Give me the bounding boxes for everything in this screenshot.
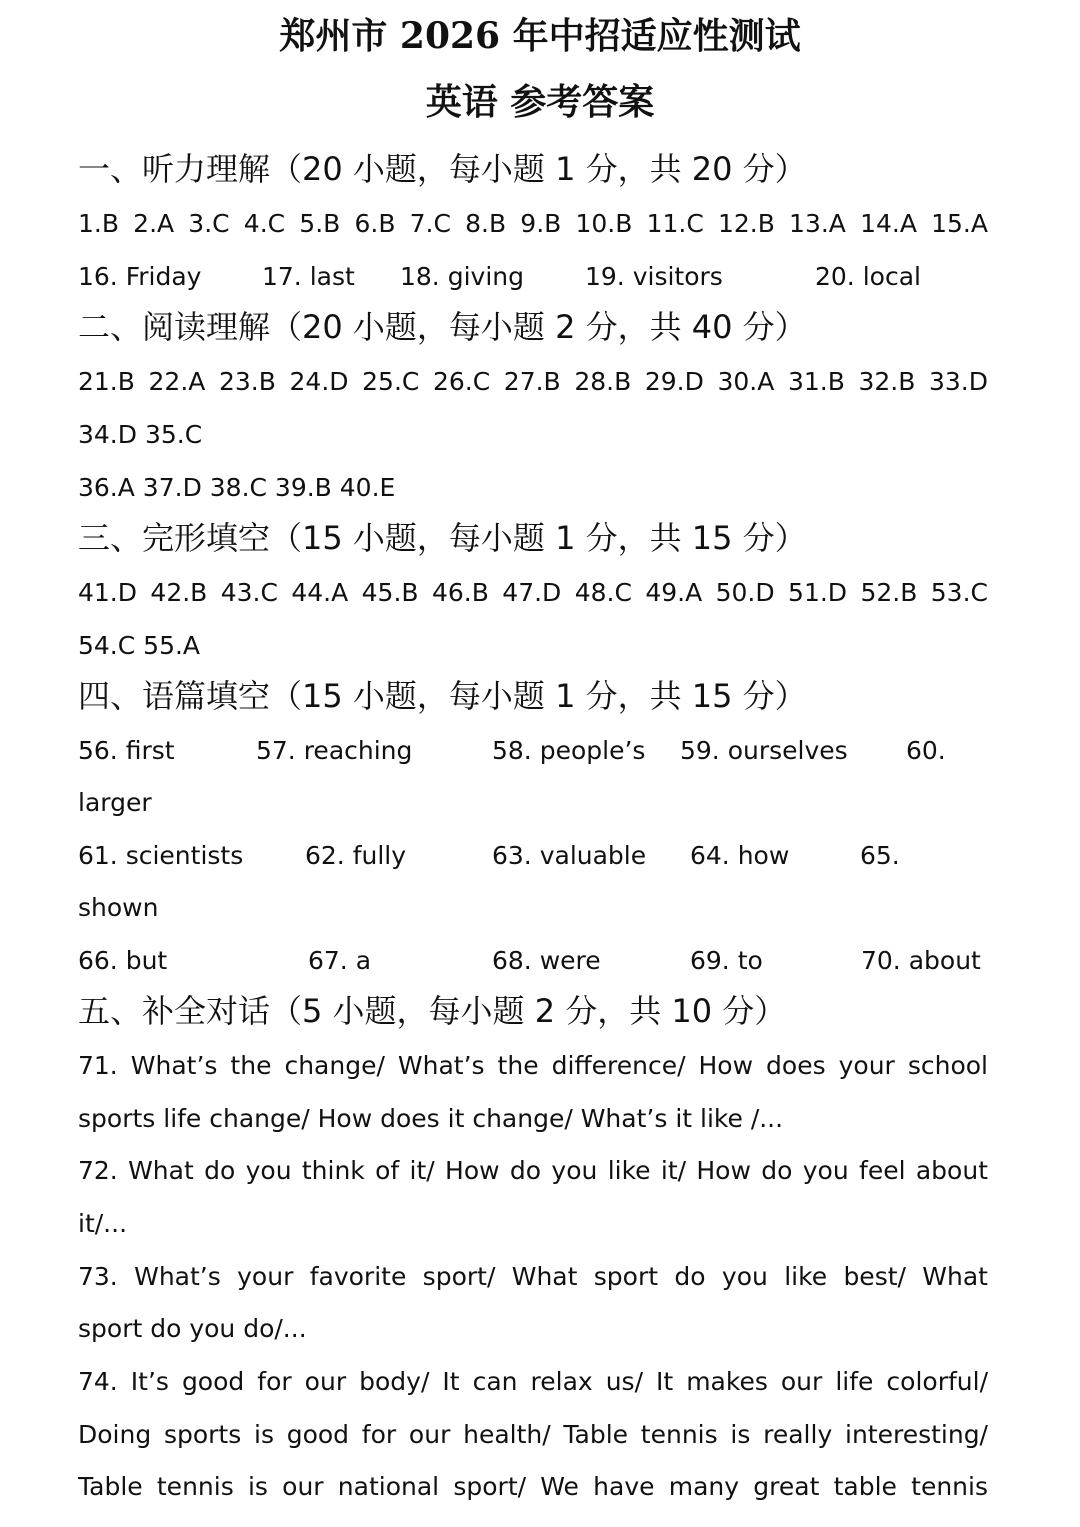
answer-72-line: 72. What do you think of it/ How do you like it/ How do you feel about [78, 1156, 988, 1185]
answer-63: 63. valuable [492, 841, 647, 870]
answer-57: 57. reaching [256, 736, 413, 765]
answer-60: 60. [906, 736, 946, 765]
answer-62: 62. fully [305, 841, 407, 870]
answer-71-line: sports life change/ How does it change/ What’s it like /... [78, 1104, 784, 1133]
answer-67: 67. a [308, 946, 372, 975]
answer-74-line: Table tennis is our national sport/ We have many great table tennis [78, 1472, 988, 1501]
answer-65: 65. [860, 841, 900, 870]
section-heading-dialogue: 五、补全对话（5 小题，每小题 2 分，共 10 分） [78, 992, 787, 1030]
answer-61: 61. scientists [78, 841, 244, 870]
answer-20: 20. local [815, 262, 921, 291]
answer-58: 58. people’s [492, 736, 646, 765]
answer-line: 36.A 37.D 38.C 39.B 40.E [78, 473, 396, 502]
answer-73-line: sport do you do/... [78, 1314, 307, 1343]
answer-line: 1.B 2.A 3.C 4.C 5.B 6.B 7.C 8.B 9.B 10.B 11.C 12.B 13.A 14.A 15.A [78, 209, 988, 238]
answer-65-wrap: shown [78, 893, 159, 922]
answer-17: 17. last [262, 262, 355, 291]
answer-73-line: 73. What’s your favorite sport/ What sport do you like best/ What [78, 1262, 988, 1291]
answer-60-wrap: larger [78, 788, 152, 817]
answer-64: 64. how [690, 841, 790, 870]
answer-19: 19. visitors [585, 262, 723, 291]
answer-74-line: Doing sports is good for our health/ Table tennis is really interesting/ [78, 1420, 988, 1449]
answer-line: 41.D 42.B 43.C 44.A 45.B 46.B 47.D 48.C 49.A 50.D 51.D 52.B 53.C [78, 578, 988, 607]
page-subtitle: 英语 参考答案 [425, 81, 655, 123]
answer-16: 16. Friday [78, 262, 202, 291]
answer-66: 66. but [78, 946, 168, 975]
section-heading-reading: 二、阅读理解（20 小题，每小题 2 分，共 40 分） [78, 308, 807, 346]
answer-74-line: 74. It’s good for our body/ It can relax us/ It makes our life colorful/ [78, 1367, 988, 1396]
answer-line: 34.D 35.C [78, 420, 203, 449]
answer-18: 18. giving [400, 262, 524, 291]
answer-line: 21.B 22.A 23.B 24.D 25.C 26.C 27.B 28.B 29.D 30.A 31.B 32.B 33.D [78, 367, 988, 396]
answer-71-line: 71. What’s the change/ What’s the difference/ How does your school [78, 1051, 988, 1080]
answer-68: 68. were [492, 946, 601, 975]
answer-72-line: it/... [78, 1209, 128, 1238]
page-title: 郑州市 2026 年中招适应性测试 [279, 15, 801, 57]
answer-70: 70. about [861, 946, 981, 975]
answer-59: 59. ourselves [680, 736, 848, 765]
answer-56: 56. first [78, 736, 175, 765]
section-heading-passage-fill: 四、语篇填空（15 小题，每小题 1 分，共 15 分） [78, 677, 807, 715]
answer-line: 54.C 55.A [78, 631, 201, 660]
section-heading-cloze: 三、完形填空（15 小题，每小题 1 分，共 15 分） [78, 519, 807, 557]
answer-69: 69. to [690, 946, 763, 975]
section-heading-listening: 一、听力理解（20 小题，每小题 1 分，共 20 分） [78, 150, 807, 188]
